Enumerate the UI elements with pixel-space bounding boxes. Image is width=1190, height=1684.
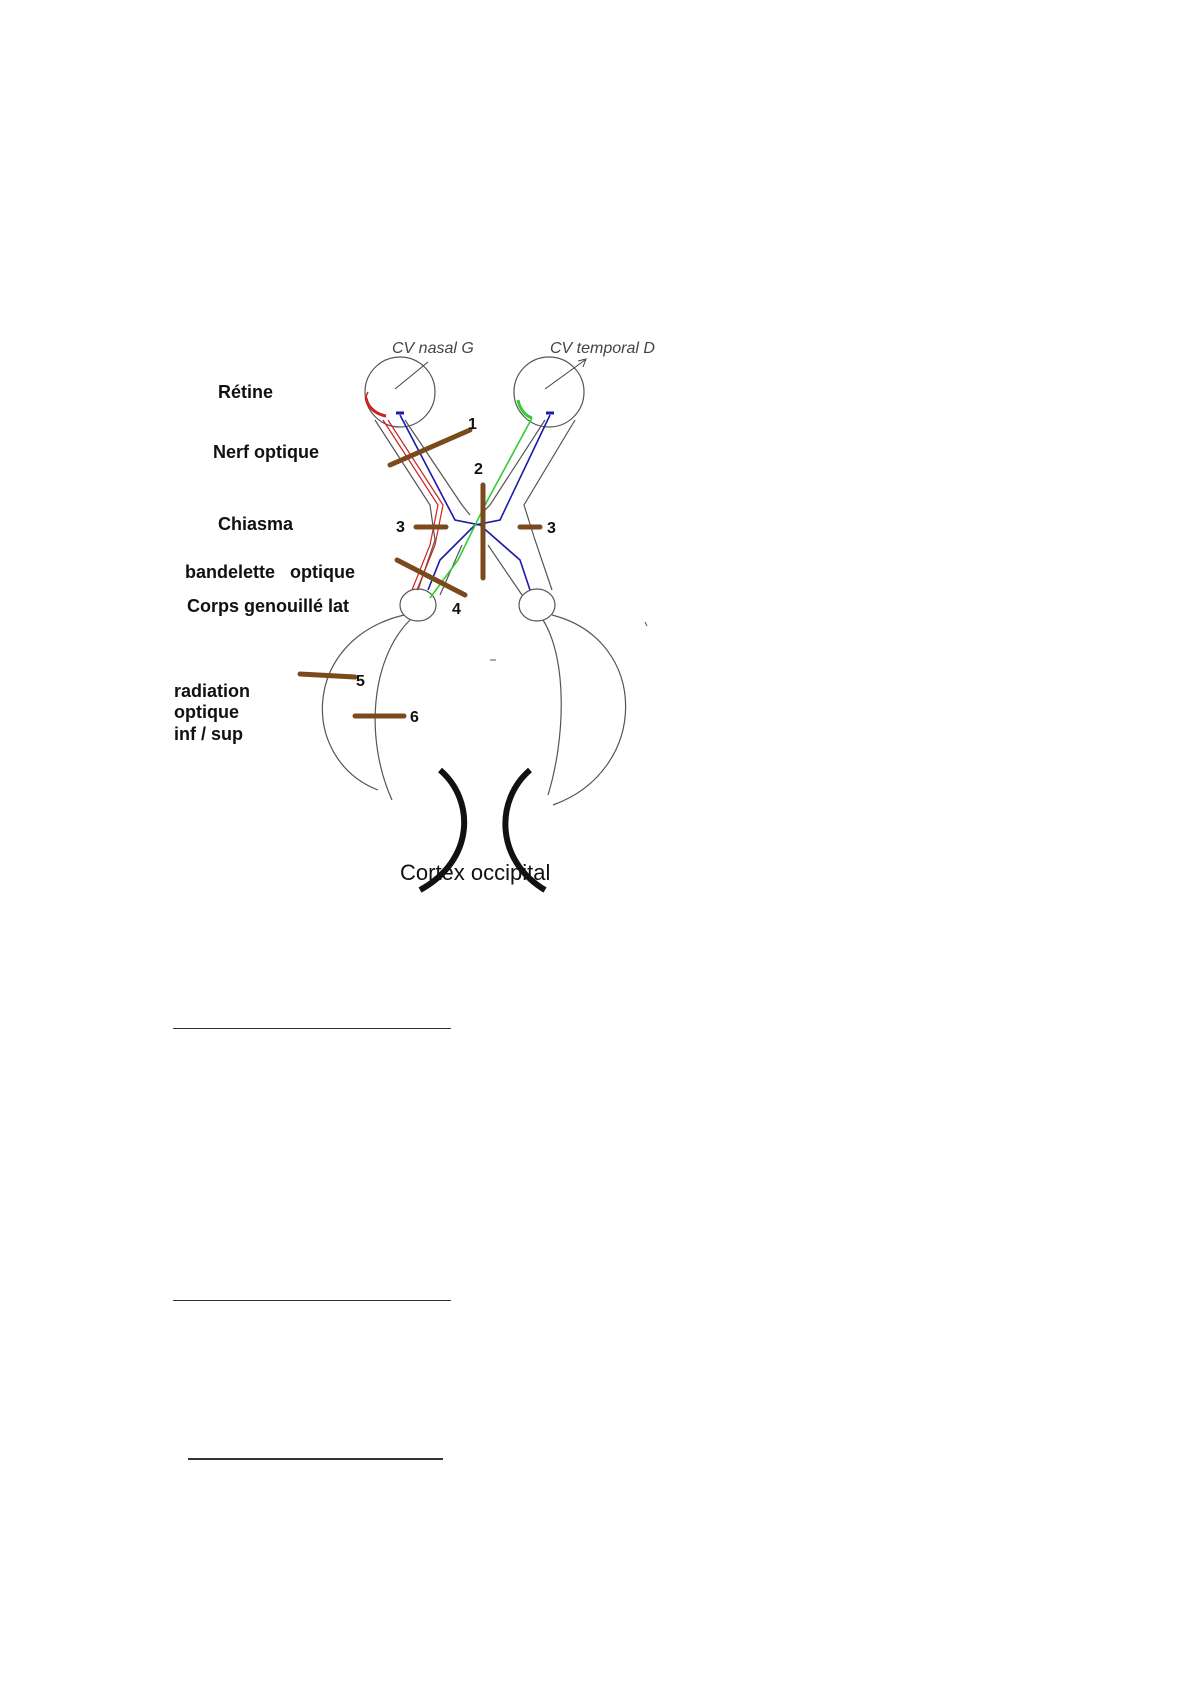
right-radiation-inner	[543, 620, 561, 795]
label-nerf-optique: Nerf optique	[213, 442, 319, 462]
lesion-5	[300, 674, 355, 677]
left-lgn	[400, 589, 436, 621]
lesion-number-4: 4	[452, 601, 461, 618]
label-radiation-line2: optique	[174, 702, 239, 722]
answer-line-1	[173, 1028, 451, 1029]
stray-mark-2	[645, 622, 647, 626]
label-radiation-line3: inf / sup	[174, 724, 243, 744]
answer-line-2	[173, 1300, 451, 1301]
label-chiasma: Chiasma	[218, 514, 294, 534]
left-radiation-outer	[322, 615, 404, 790]
green-retina-mark	[518, 400, 532, 418]
lesion-1	[390, 430, 470, 465]
right-radiation-outer	[552, 615, 626, 805]
lesion-number-3-left: 3	[396, 519, 405, 536]
label-corps-genouille: Corps genouillé lat	[187, 596, 350, 616]
chiasma-lower-right	[488, 545, 522, 595]
right-optic-outline-inner	[480, 420, 545, 515]
red-retina-mark	[366, 398, 386, 416]
lesion-number-2: 2	[474, 461, 483, 478]
answer-line-3	[188, 1458, 443, 1460]
label-cortex-occipital: Cortex occipital	[400, 860, 551, 885]
left-radiation-inner	[375, 620, 410, 800]
lesion-number-6: 6	[410, 709, 419, 726]
right-lgn	[519, 589, 555, 621]
label-retine: Rétine	[218, 382, 274, 402]
label-bandelette-optique: bandelette optique	[185, 562, 356, 582]
left-eye-field-arrow	[395, 362, 428, 389]
lesion-number-1: 1	[468, 416, 477, 433]
label-radiation-line1: radiation	[174, 681, 251, 701]
label-cv-nasal: CV nasal G	[392, 340, 474, 357]
label-cv-temporal: CV temporal D	[550, 340, 655, 357]
lesion-number-3-right: 3	[547, 520, 556, 537]
right-optic-outline-outer	[524, 420, 575, 590]
lesion-number-5: 5	[356, 673, 365, 690]
